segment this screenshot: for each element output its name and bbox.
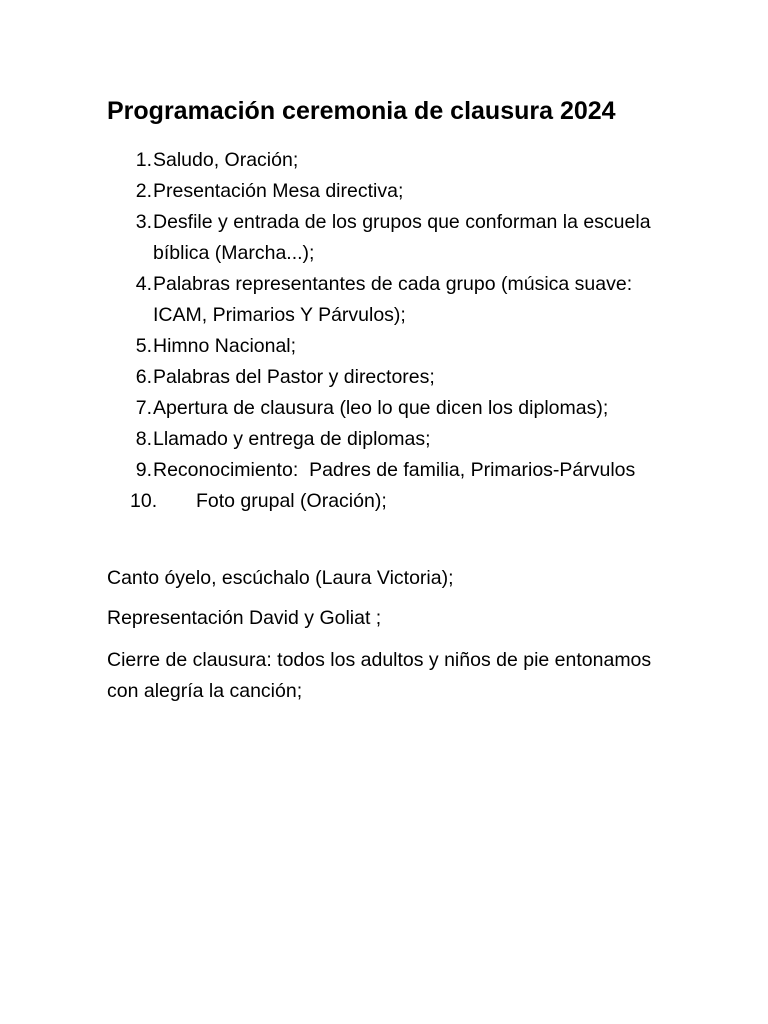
list-item (107, 362, 687, 393)
list-item-number: 6. (135, 366, 152, 388)
list-item (107, 455, 687, 486)
list-item (107, 331, 687, 362)
list-item (107, 207, 687, 269)
list-item-text: Foto grupal (Oración); (196, 490, 387, 512)
paragraph-representation: Representación David y Goliat ; (107, 607, 382, 629)
paragraph-song: Canto óyelo, escúchalo (Laura Victoria); (107, 567, 454, 589)
list-item-number: 8. (135, 428, 152, 450)
list-item (107, 393, 687, 424)
list-item-text: Reconocimiento: Padres de familia, Primarios-Párvulos (153, 459, 636, 481)
list-item-number: 7. (135, 397, 152, 419)
list-item-text: Apertura de clausura (leo lo que dicen los diplomas); (153, 397, 609, 419)
list-item-text: Presentación Mesa directiva; (153, 180, 404, 202)
list-item (107, 145, 687, 176)
list-item-text: Himno Nacional; (153, 335, 297, 357)
list-item-text: Desfile y entrada de los grupos que conforman la escuela bíblica (Marcha...); (153, 211, 651, 264)
list-item (107, 176, 687, 207)
list-item-number: 1. (135, 149, 152, 171)
list-item (107, 269, 687, 331)
list-item (107, 424, 687, 455)
list-item-number: 5. (135, 335, 152, 357)
paragraph-closing: Cierre de clausura: todos los adultos y niños de pie entonamos con alegría la canción; (107, 649, 652, 702)
list-item-number: 9. (135, 459, 152, 481)
list-item-text: Palabras del Pastor y directores; (153, 366, 435, 388)
list-item-number: 2. (135, 180, 152, 202)
list-item (107, 486, 687, 517)
list-item-number: 4. (135, 273, 152, 295)
list-item-number: 3. (135, 211, 152, 233)
document-title: Programación ceremonia de clausura 2024 (107, 97, 616, 125)
list-item-text: Saludo, Oración; (153, 149, 299, 171)
list-item-text: Palabras representantes de cada grupo (música suave: ICAM, Primarios Y Párvulos); (153, 273, 633, 326)
list-item-text: Llamado y entrega de diplomas; (153, 428, 431, 450)
program-list (107, 145, 687, 517)
list-item-number: 10. (130, 490, 158, 512)
